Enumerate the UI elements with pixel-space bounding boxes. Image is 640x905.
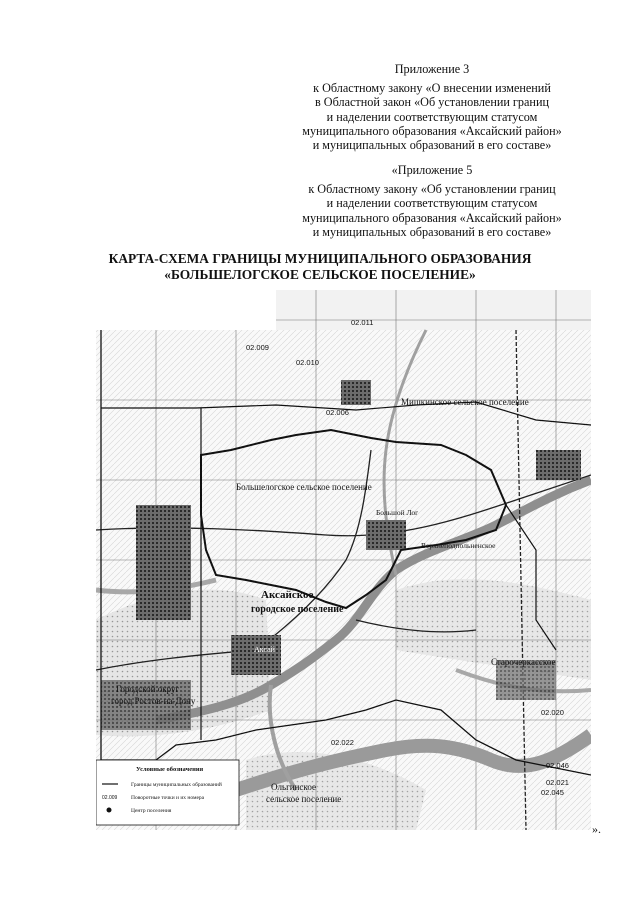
boundary-map — [96, 290, 591, 830]
appendix-3-header — [282, 62, 582, 152]
legend-item-boundaries: Границы муниципальных образований — [131, 782, 222, 788]
boundary-code: 02.046 — [546, 761, 569, 770]
label-rostov-2: город Ростов-на-Дону — [111, 696, 196, 706]
appendix-5-heading: «Приложение 5 — [391, 163, 473, 177]
appendix-3-line: к Областному закону «О внесении изменений — [313, 81, 551, 96]
label-big-log: Большой Лог — [376, 508, 419, 517]
appendix-3-line: в Областной закон «Об установлении границ — [314, 95, 549, 110]
label-aksai-city: Аксай — [254, 645, 275, 654]
appendix-5-header — [282, 163, 582, 239]
legend-center-symbol — [107, 808, 112, 813]
boundary-code: 02.011 — [351, 318, 374, 327]
boundary-code: 02.045 — [541, 788, 564, 797]
map-title — [0, 251, 640, 282]
appendix-3-heading: Приложение 3 — [394, 62, 470, 76]
settlement-block — [341, 380, 371, 405]
label-bolshelogskoe: Большелогское сельское поселение — [236, 482, 372, 492]
appendix-5-line: муниципального образования «Аксайский район» — [302, 210, 562, 225]
label-aksaiskoe-2: городское поселение — [251, 604, 344, 615]
legend-item-center: Центр поселения — [131, 808, 172, 814]
label-rostov-1: Городской округ — [116, 684, 180, 694]
boundary-code: 02.022 — [331, 738, 354, 747]
appendix-3-line: и муниципальных образований в его составе» — [312, 138, 552, 153]
settlement-block — [366, 520, 406, 550]
boundary-code: 02.020 — [541, 708, 564, 717]
label-mishkinskoe: Мишкинское сельское поселение — [401, 397, 529, 407]
settlement-block — [231, 635, 281, 675]
legend-item-points: Поворотные точки и их номера — [131, 795, 205, 801]
label-verkhnepodpolnensk: Верхнеподпольненское — [421, 541, 496, 550]
settlement-block — [136, 505, 191, 620]
appendix-5-line: к Областному закону «Об установлении границ — [308, 182, 556, 197]
legend-title: Условные обозначения — [136, 766, 204, 773]
boundary-code: 02.010 — [296, 358, 319, 367]
label-starocherkasskoe: Старочеркасское — [491, 657, 556, 667]
map-legend — [96, 760, 239, 825]
map-title-line-1: КАРТА-СХЕМА ГРАНИЦЫ МУНИЦИПАЛЬНОГО ОБРАЗОВАНИЯ — [108, 251, 532, 266]
closing-quote-mark: ». — [592, 822, 601, 836]
label-olginskoe-2: сельское поселение — [266, 794, 342, 804]
appendix-3-line: муниципального образования «Аксайский район» — [302, 123, 562, 138]
map-top-strip — [276, 290, 591, 335]
boundary-code: 02.006 — [326, 408, 349, 417]
appendix-3-line: и наделении соответствующим статусом — [326, 109, 538, 124]
boundary-code: 02.021 — [546, 778, 569, 787]
boundary-code: 02.009 — [246, 343, 269, 352]
appendix-5-line: и наделении соответствующим статусом — [326, 196, 538, 211]
label-aksaiskoe-1: Аксайское — [261, 589, 314, 601]
settlement-block — [536, 450, 581, 480]
appendix-5-line: и муниципальных образований в его составе» — [312, 224, 552, 239]
label-olginskoe-1: Ольгинское — [271, 782, 316, 792]
map-title-line-2: «БОЛЬШЕЛОГСКОЕ СЕЛЬСКОЕ ПОСЕЛЕНИЕ» — [164, 266, 476, 282]
legend-point-symbol: 02.009 — [102, 795, 118, 801]
